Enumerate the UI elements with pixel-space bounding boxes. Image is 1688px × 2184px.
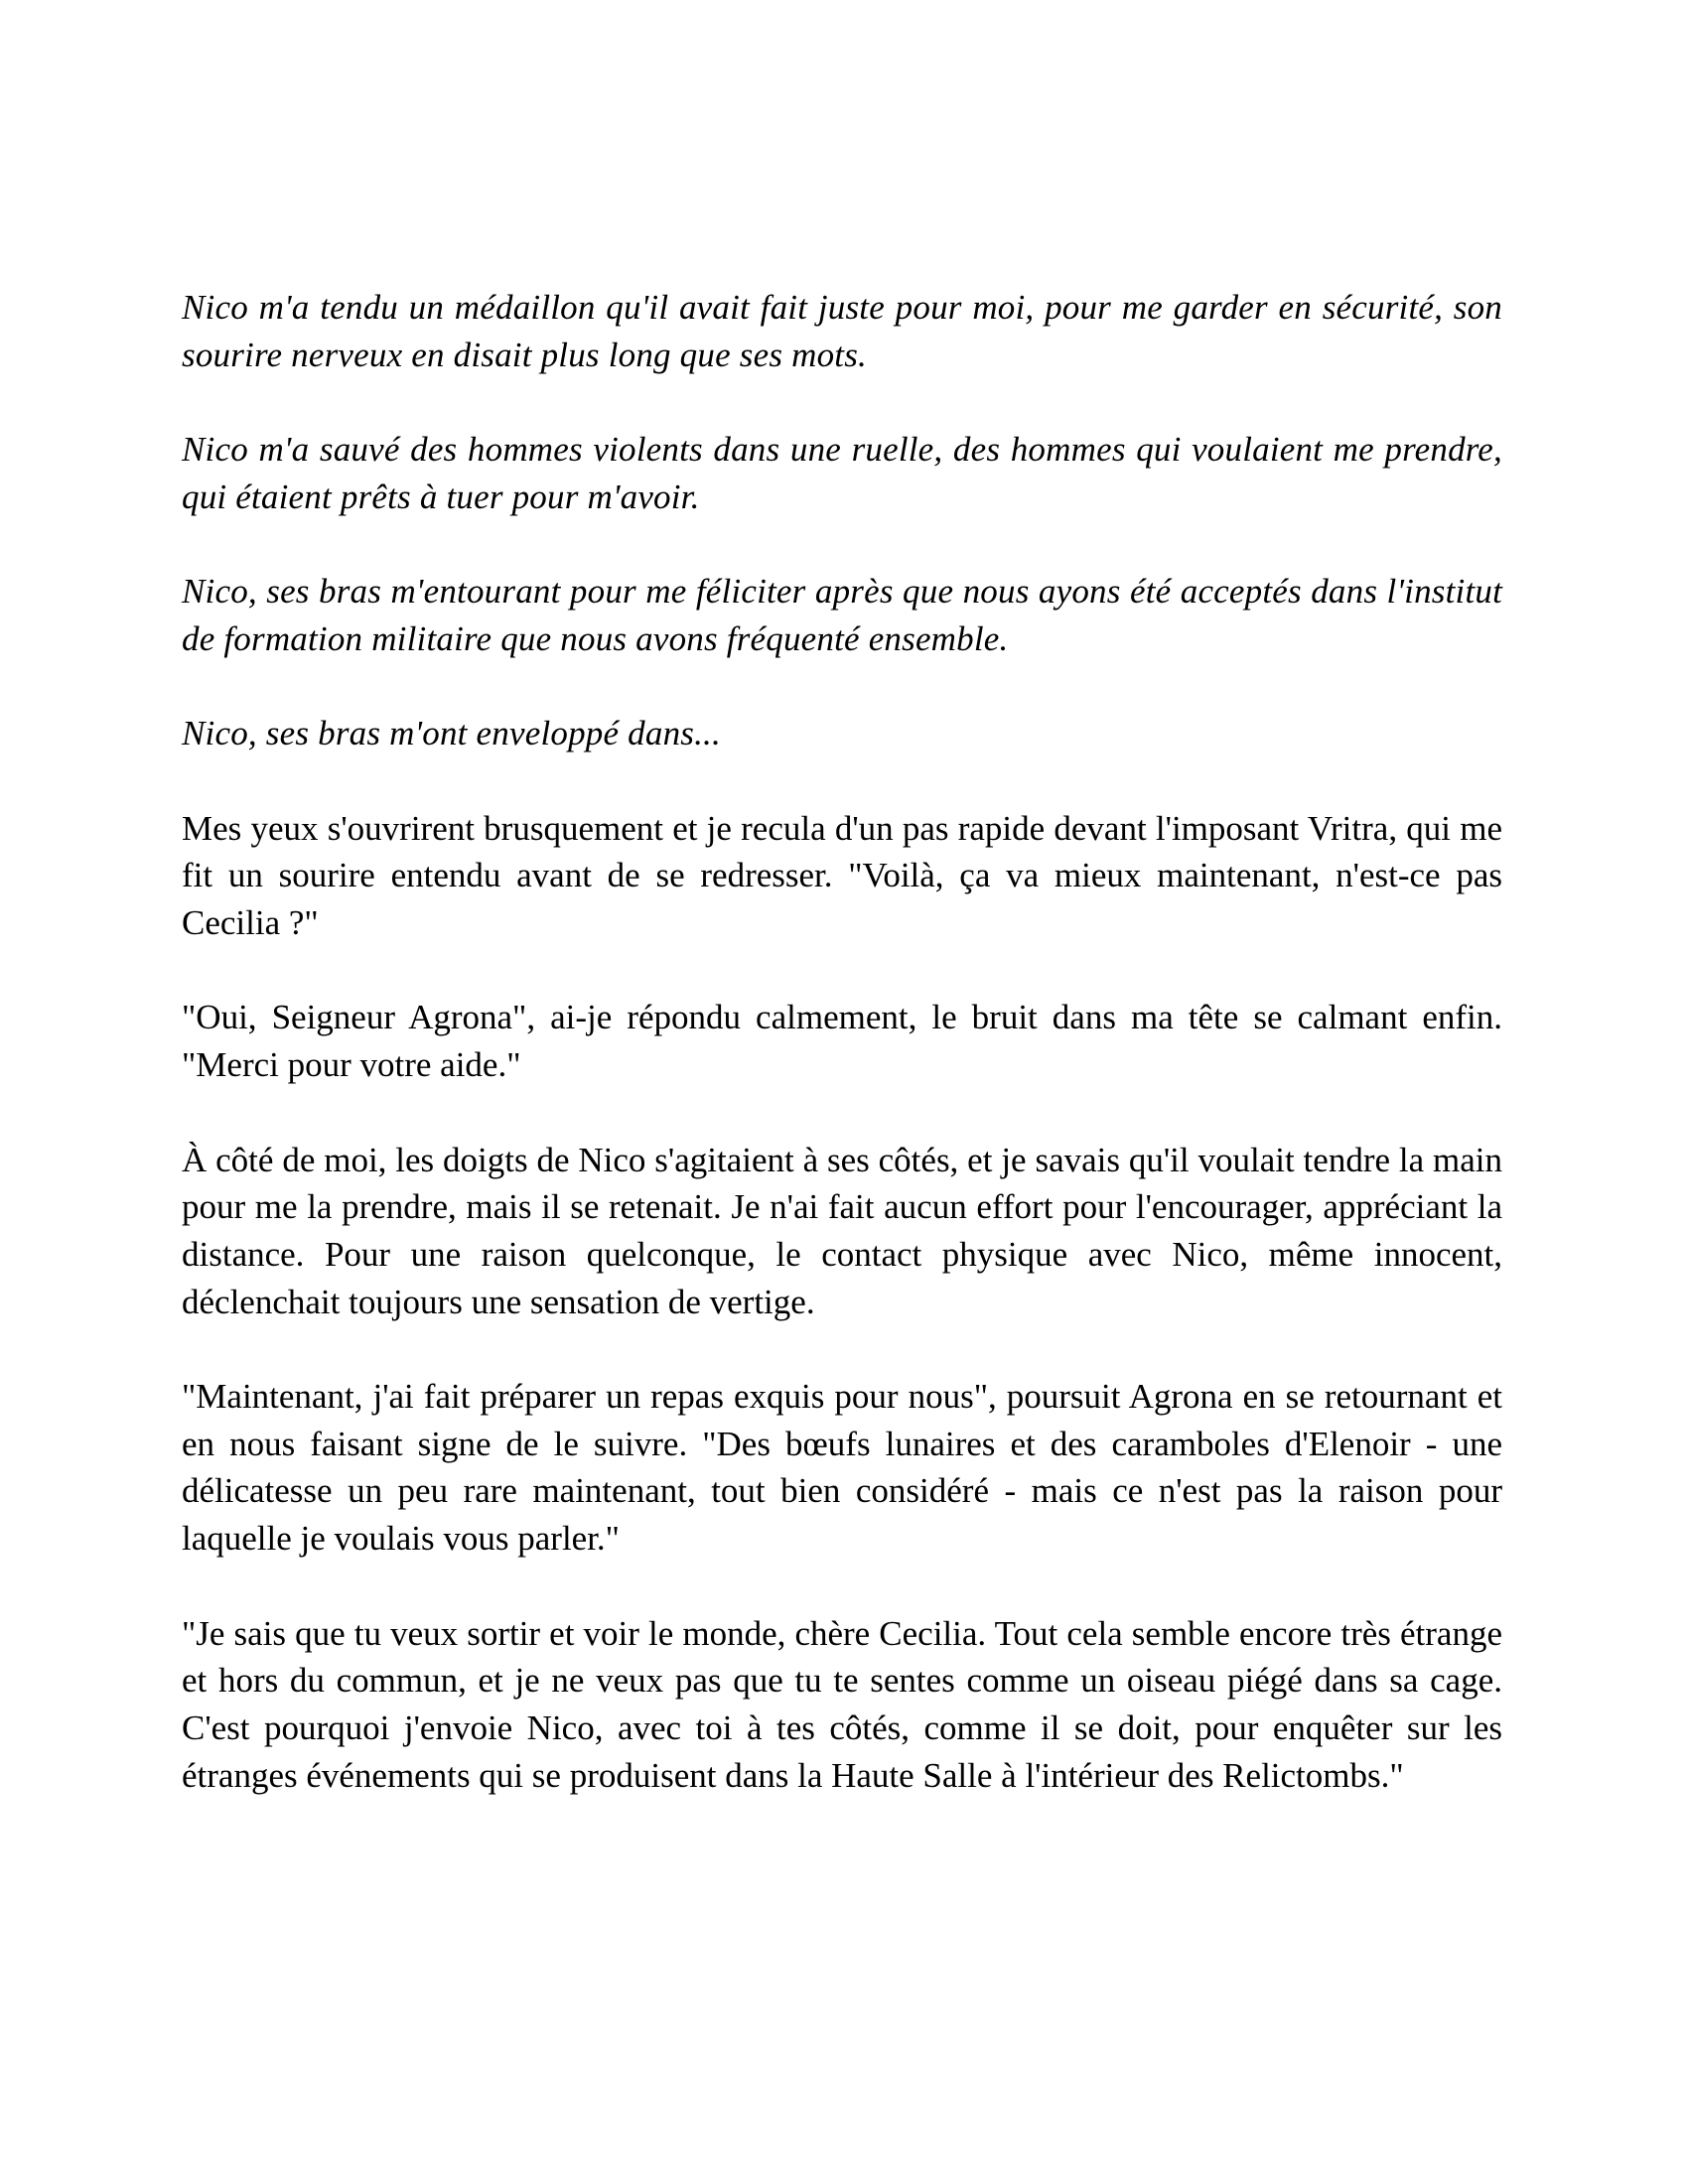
paragraph-memory-medallion: Nico m'a tendu un médaillon qu'il avait fait juste pour moi, pour me garder en sécurité, son sourire nerveux en disait plus long que ses mots.	[182, 288, 1502, 374]
paragraph-memory-embrace: Nico, ses bras m'ont enveloppé dans...	[182, 714, 721, 753]
paragraph-memory-institute: Nico, ses bras m'entourant pour me féliciter après que nous ayons été acceptés dans l'institut de formation militaire que nous avons fréquenté ensemble.	[182, 572, 1502, 658]
paragraph-relictombs-mission: "Je sais que tu veux sortir et voir le monde, chère Cecilia. Tout cela semble encore très étrange et hors du commun, et je ne veux pas que tu te sentes comme un oiseau piégé dans sa cage. C'est pourquoi j'envoie Nico, avec toi à tes côtés, comme il se doit, pour enquêter sur les étranges événements qui se produisent dans la Haute Salle à l'intérieur des Relictombs."	[182, 1613, 1502, 1795]
paragraph-meal: "Maintenant, j'ai fait préparer un repas exquis pour nous", poursuit Agrona en se retournant et en nous faisant signe de le suivre. "Des bœufs lunaires et des caramboles d'Elenoir - une délicatesse un peu rare maintenant, tout bien considéré - mais ce n'est pas la raison pour laquelle je voulais vous parler."	[182, 1377, 1502, 1559]
document-page	[182, 284, 1502, 1799]
paragraph-reply-agrona: "Oui, Seigneur Agrona", ai-je répondu calmement, le bruit dans ma tête se calmant enfin. "Merci pour votre aide."	[182, 998, 1502, 1085]
paragraph-memory-alley: Nico m'a sauvé des hommes violents dans une ruelle, des hommes qui voulaient me prendre, qui étaient prêts à tuer pour m'avoir.	[182, 430, 1502, 516]
paragraph-eyes-opened: Mes yeux s'ouvrirent brusquement et je recula d'un pas rapide devant l'imposant Vritra, qui me fit un sourire entendu avant de se redresser. "Voilà, ça va mieux maintenant, n'est-ce pas Cecilia ?"	[182, 808, 1502, 943]
paragraph-nico-fingers: À côté de moi, les doigts de Nico s'agitaient à ses côtés, et je savais qu'il voulait tendre la main pour me la prendre, mais il se retenait. Je n'ai fait aucun effort pour l'encourager, appréciant la distance. Pour une raison quelconque, le contact physique avec Nico, même innocent, déclenchait toujours une sensation de vertige.	[182, 1140, 1502, 1321]
